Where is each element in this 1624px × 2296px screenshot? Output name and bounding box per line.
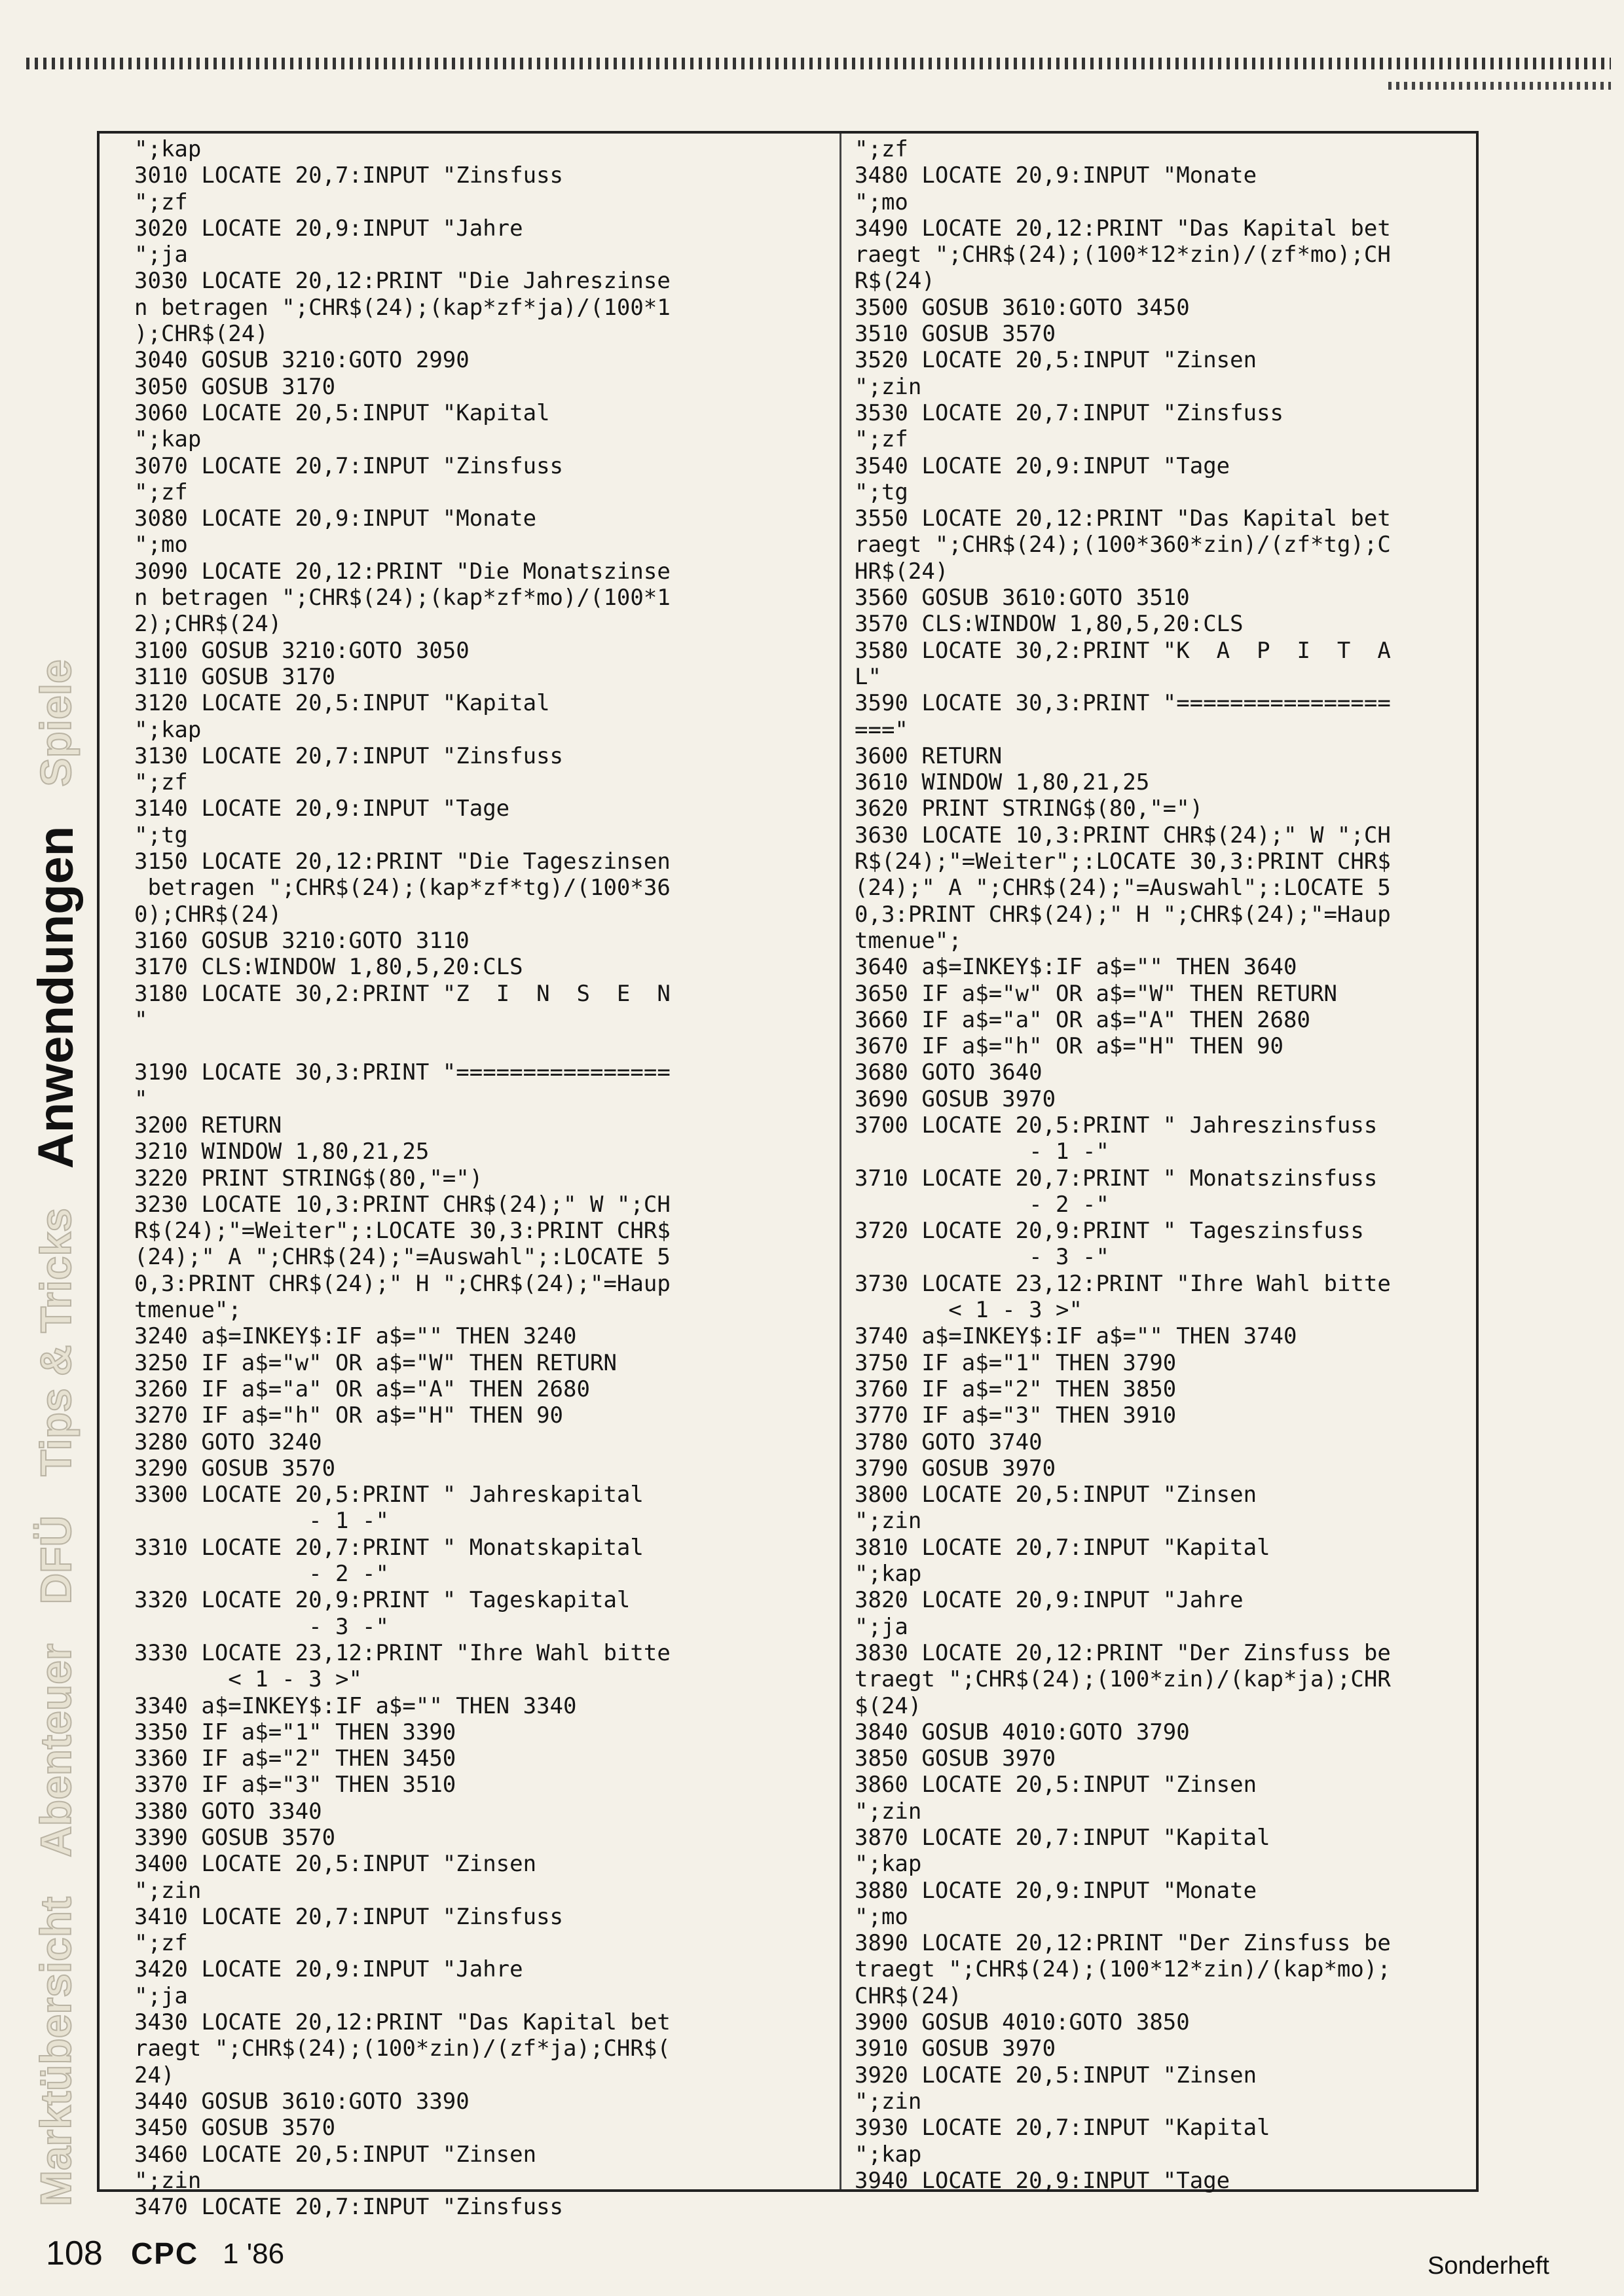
- code-line: ";ja: [134, 242, 188, 268]
- code-line: raegt ";CHR$(24);(100*zin)/(zf*ja);CHR$(: [134, 2035, 671, 2062]
- code-line: - 1 -": [134, 1508, 389, 1535]
- code-line: 3260 IF a$="a" OR a$="A" THEN 2680: [134, 1376, 590, 1402]
- code-line: ";mo: [855, 1903, 908, 1930]
- code-line: 3630 LOCATE 10,3:PRINT CHR$(24);" W ";CH: [855, 822, 1391, 848]
- code-line: 3200 RETURN: [134, 1112, 282, 1139]
- code-line: 3470 LOCATE 20,7:INPUT "Zinsfuss: [134, 2194, 564, 2221]
- code-line: - 1 -": [855, 1139, 1109, 1165]
- code-line: 3150 LOCATE 20,12:PRINT "Die Tageszinsen: [134, 848, 671, 875]
- code-line: ";zf: [855, 136, 908, 162]
- sidebar-section-label: Spiele: [31, 659, 80, 787]
- code-line: 3540 LOCATE 20,9:INPUT "Tage: [855, 452, 1230, 479]
- code-line: < 1 - 3 >": [855, 1297, 1082, 1324]
- code-line: 3840 GOSUB 4010:GOTO 3790: [855, 1719, 1190, 1745]
- code-line: 3660 IF a$="a" OR a$="A" THEN 2680: [855, 1006, 1310, 1033]
- code-line: 3500 GOSUB 3610:GOTO 3450: [855, 294, 1190, 321]
- code-line: 3060 LOCATE 20,5:INPUT "Kapital: [134, 399, 550, 426]
- sidebar-section-label: DFÜ: [31, 1515, 80, 1605]
- code-line: ";kap: [134, 136, 202, 162]
- code-line: ";zin: [855, 2088, 922, 2115]
- code-line: ";zin: [855, 373, 922, 400]
- code-line: 3120 LOCATE 20,5:INPUT "Kapital: [134, 690, 550, 717]
- code-line: );CHR$(24): [134, 321, 268, 348]
- code-line: 3740 a$=INKEY$:IF a$="" THEN 3740: [855, 1323, 1297, 1350]
- code-line: - 3 -": [855, 1244, 1109, 1271]
- code-line: 3790 GOSUB 3970: [855, 1455, 1056, 1482]
- code-line: 3330 LOCATE 23,12:PRINT "Ihre Wahl bitte: [134, 1639, 671, 1666]
- code-line: ";kap: [855, 2141, 922, 2168]
- code-line: 3810 LOCATE 20,7:INPUT "Kapital: [855, 1534, 1270, 1561]
- code-line: HR$(24): [855, 558, 949, 585]
- code-line: (24);" A ";CHR$(24);"=Auswahl";:LOCATE 5: [855, 875, 1391, 902]
- code-line: 3890 LOCATE 20,12:PRINT "Der Zinsfuss be: [855, 1930, 1391, 1957]
- sidebar-section-label: Tips & Tricks: [31, 1208, 80, 1476]
- code-line: 3210 WINDOW 1,80,21,25: [134, 1139, 430, 1165]
- code-line: 3090 LOCATE 20,12:PRINT "Die Monatszinse: [134, 558, 671, 585]
- code-line: 3010 LOCATE 20,7:INPUT "Zinsfuss: [134, 162, 564, 189]
- code-line: ";zf: [134, 1930, 188, 1957]
- magazine-name: CPC: [131, 2236, 199, 2270]
- code-line: 3380 GOTO 3340: [134, 1798, 322, 1825]
- code-line: tmenue";: [134, 1297, 242, 1324]
- code-line: 3580 LOCATE 30,2:PRINT "K A P I T A: [855, 637, 1391, 664]
- code-line: 3550 LOCATE 20,12:PRINT "Das Kapital bet: [855, 505, 1391, 532]
- top-dotted-rule-tail: [1388, 82, 1611, 90]
- code-line: R$(24);"=Weiter";:LOCATE 30,3:PRINT CHR$: [134, 1218, 671, 1245]
- code-line: 3130 LOCATE 20,7:INPUT "Zinsfuss: [134, 742, 564, 769]
- column-divider: [840, 134, 841, 2189]
- code-line: 3620 PRINT STRING$(80,"="): [855, 795, 1204, 822]
- code-line: traegt ";CHR$(24);(100*zin)/(kap*ja);CHR: [855, 1666, 1391, 1693]
- code-line: 2);CHR$(24): [134, 611, 282, 638]
- code-line: 3220 PRINT STRING$(80,"="): [134, 1165, 483, 1192]
- code-line: ";zf: [134, 769, 188, 796]
- code-line: raegt ";CHR$(24);(100*360*zin)/(zf*tg);C: [855, 532, 1391, 558]
- code-line: ";ja: [855, 1613, 908, 1640]
- code-line: 3700 LOCATE 20,5:PRINT " Jahreszinsfuss: [855, 1112, 1378, 1139]
- code-line: 3320 LOCATE 20,9:PRINT " Tageskapital: [134, 1587, 631, 1614]
- code-line: 3610 WINDOW 1,80,21,25: [855, 769, 1150, 796]
- code-line: 3170 CLS:WINDOW 1,80,5,20:CLS: [134, 954, 523, 981]
- code-line: 3730 LOCATE 23,12:PRINT "Ihre Wahl bitte: [855, 1270, 1391, 1297]
- code-line: 3750 IF a$="1" THEN 3790: [855, 1349, 1177, 1376]
- listing-column-right: [855, 136, 1549, 2194]
- code-line: CHR$(24): [855, 1982, 962, 2009]
- code-line: 3180 LOCATE 30,2:PRINT "Z I N S E N: [134, 980, 671, 1007]
- code-line: 3570 CLS:WINDOW 1,80,5,20:CLS: [855, 611, 1244, 638]
- code-line: 3300 LOCATE 20,5:PRINT " Jahreskapital: [134, 1482, 644, 1508]
- code-line: 3080 LOCATE 20,9:INPUT "Monate: [134, 505, 537, 532]
- code-line: ";zin: [855, 1508, 922, 1535]
- code-line: ===": [855, 716, 908, 743]
- code-line: 3190 LOCATE 30,3:PRINT "================: [134, 1059, 671, 1086]
- code-line: R$(24);"=Weiter";:LOCATE 30,3:PRINT CHR$: [855, 848, 1391, 875]
- code-line: 3350 IF a$="1" THEN 3390: [134, 1719, 456, 1745]
- code-line: 3230 LOCATE 10,3:PRINT CHR$(24);" W ";CH: [134, 1191, 671, 1218]
- code-line: 3850 GOSUB 3970: [855, 1745, 1056, 1772]
- code-line: 3240 a$=INKEY$:IF a$="" THEN 3240: [134, 1323, 577, 1350]
- sidebar-section-label: Anwendungen: [28, 826, 84, 1169]
- code-line: (24);" A ";CHR$(24);"=Auswahl";:LOCATE 5: [134, 1244, 671, 1271]
- code-line: 3910 GOSUB 3970: [855, 2035, 1056, 2062]
- code-line: ";kap: [134, 426, 202, 453]
- code-line: n betragen ";CHR$(24);(kap*zf*ja)/(100*1: [134, 294, 671, 321]
- code-line: 3460 LOCATE 20,5:INPUT "Zinsen: [134, 2141, 537, 2168]
- code-line: - 2 -": [855, 1191, 1109, 1218]
- code-line: < 1 - 3 >": [134, 1666, 362, 1693]
- sidebar-section-label: Marktübersicht: [31, 1896, 80, 2206]
- code-line: tmenue";: [855, 927, 962, 954]
- code-line: L": [855, 663, 881, 690]
- sidebar-section-label: Abenteuer: [31, 1643, 80, 1857]
- code-line: 3900 GOSUB 4010:GOTO 3850: [855, 2009, 1190, 2036]
- code-line: 3920 LOCATE 20,5:INPUT "Zinsen: [855, 2062, 1257, 2088]
- code-line: ";kap: [855, 1561, 922, 1588]
- code-line: 3160 GOSUB 3210:GOTO 3110: [134, 927, 470, 954]
- code-line: $(24): [855, 1692, 922, 1719]
- code-line: 3450 GOSUB 3570: [134, 2115, 336, 2141]
- code-line: 3250 IF a$="w" OR a$="W" THEN RETURN: [134, 1349, 617, 1376]
- code-line: 3370 IF a$="3" THEN 3510: [134, 1772, 456, 1798]
- code-line: 24): [134, 2062, 175, 2088]
- code-line: - 2 -": [134, 1561, 389, 1588]
- issue-label: Sonderheft: [1428, 2252, 1549, 2280]
- code-line: 3280 GOTO 3240: [134, 1429, 322, 1455]
- code-line: 3440 GOSUB 3610:GOTO 3390: [134, 2088, 470, 2115]
- code-line: 3560 GOSUB 3610:GOTO 3510: [855, 585, 1190, 611]
- code-line: 3880 LOCATE 20,9:INPUT "Monate: [855, 1877, 1257, 1904]
- code-line: 3710 LOCATE 20,7:PRINT " Monatszinsfuss: [855, 1165, 1378, 1192]
- code-line: 3310 LOCATE 20,7:PRINT " Monatskapital: [134, 1534, 644, 1561]
- code-line: ";zin: [855, 1798, 922, 1825]
- code-line: 3690 GOSUB 3970: [855, 1085, 1056, 1112]
- code-line: 3780 GOTO 3740: [855, 1429, 1043, 1455]
- code-line: 3800 LOCATE 20,5:INPUT "Zinsen: [855, 1482, 1257, 1508]
- code-line: 3140 LOCATE 20,9:INPUT "Tage: [134, 795, 510, 822]
- code-line: R$(24): [855, 268, 935, 295]
- code-line: betragen ";CHR$(24);(kap*zf*tg)/(100*36: [134, 875, 671, 902]
- code-line: 3520 LOCATE 20,5:INPUT "Zinsen: [855, 347, 1257, 374]
- code-line: 3070 LOCATE 20,7:INPUT "Zinsfuss: [134, 452, 564, 479]
- code-line: 3860 LOCATE 20,5:INPUT "Zinsen: [855, 1772, 1257, 1798]
- section-sidebar-labels: [26, 124, 85, 2206]
- code-line: raegt ";CHR$(24);(100*12*zin)/(zf*mo);CH: [855, 242, 1391, 268]
- code-line: ";mo: [134, 532, 188, 558]
- code-line: 3680 GOTO 3640: [855, 1059, 1043, 1086]
- code-line: ";zin: [134, 1877, 202, 1904]
- code-line: 0,3:PRINT CHR$(24);" H ";CHR$(24);"=Haup: [855, 901, 1391, 928]
- section-sidebar: [26, 124, 85, 2206]
- code-line: 0);CHR$(24): [134, 901, 282, 928]
- code-line: 3480 LOCATE 20,9:INPUT "Monate: [855, 162, 1257, 189]
- code-line: 3270 IF a$="h" OR a$="H" THEN 90: [134, 1402, 564, 1429]
- code-line: 3830 LOCATE 20,12:PRINT "Der Zinsfuss be: [855, 1639, 1391, 1666]
- top-dotted-rule: [26, 58, 1611, 69]
- code-line: 3100 GOSUB 3210:GOTO 3050: [134, 637, 470, 664]
- code-line: 3940 LOCATE 20,9:INPUT "Tage: [855, 2167, 1230, 2194]
- code-line: ": [134, 1085, 148, 1112]
- code-line: 3530 LOCATE 20,7:INPUT "Zinsfuss: [855, 399, 1284, 426]
- code-line: ";tg: [855, 479, 908, 505]
- code-line: 3410 LOCATE 20,7:INPUT "Zinsfuss: [134, 1903, 564, 1930]
- code-line: 3360 IF a$="2" THEN 3450: [134, 1745, 456, 1772]
- code-line: 3670 IF a$="h" OR a$="H" THEN 90: [855, 1033, 1284, 1060]
- code-line: [134, 1033, 828, 1059]
- code-line: 3650 IF a$="w" OR a$="W" THEN RETURN: [855, 980, 1337, 1007]
- code-line: 3870 LOCATE 20,7:INPUT "Kapital: [855, 1825, 1270, 1851]
- code-line: ";mo: [855, 189, 908, 215]
- code-line: ";kap: [855, 1851, 922, 1878]
- code-line: 3340 a$=INKEY$:IF a$="" THEN 3340: [134, 1692, 577, 1719]
- code-line: traegt ";CHR$(24);(100*12*zin)/(kap*mo);: [855, 1956, 1391, 1983]
- code-line: 3510 GOSUB 3570: [855, 321, 1056, 348]
- code-line: 3640 a$=INKEY$:IF a$="" THEN 3640: [855, 954, 1297, 981]
- code-line: 3720 LOCATE 20,9:PRINT " Tageszinsfuss: [855, 1218, 1364, 1245]
- code-line: 3040 GOSUB 3210:GOTO 2990: [134, 347, 470, 374]
- code-line: ";zf: [134, 189, 188, 215]
- code-line: ";kap: [134, 716, 202, 743]
- code-line: 3930 LOCATE 20,7:INPUT "Kapital: [855, 2115, 1270, 2141]
- code-line: 3030 LOCATE 20,12:PRINT "Die Jahreszinse: [134, 268, 671, 295]
- code-line: 3110 GOSUB 3170: [134, 663, 336, 690]
- code-line: 3400 LOCATE 20,5:INPUT "Zinsen: [134, 1851, 537, 1878]
- code-line: 3390 GOSUB 3570: [134, 1825, 336, 1851]
- code-line: 3590 LOCATE 30,3:PRINT "================: [855, 690, 1391, 717]
- code-line: ": [134, 1006, 148, 1033]
- code-line: 3770 IF a$="3" THEN 3910: [855, 1402, 1177, 1429]
- code-line: 3430 LOCATE 20,12:PRINT "Das Kapital bet: [134, 2009, 671, 2036]
- code-line: 3760 IF a$="2" THEN 3850: [855, 1376, 1177, 1402]
- code-line: 0,3:PRINT CHR$(24);" H ";CHR$(24);"=Haup: [134, 1270, 671, 1297]
- code-line: 3820 LOCATE 20,9:INPUT "Jahre: [855, 1587, 1244, 1614]
- code-line: ";ja: [134, 1982, 188, 2009]
- code-line: n betragen ";CHR$(24);(kap*zf*mo)/(100*1: [134, 585, 671, 611]
- code-line: 3290 GOSUB 3570: [134, 1455, 336, 1482]
- code-line: ";zf: [134, 479, 188, 505]
- code-line: 3020 LOCATE 20,9:INPUT "Jahre: [134, 215, 523, 242]
- code-line: ";zin: [134, 2167, 202, 2194]
- issue-number: 1 '86: [223, 2238, 285, 2270]
- code-line: ";tg: [134, 822, 188, 848]
- listing-column-left: [134, 136, 828, 2220]
- code-line: - 3 -": [134, 1613, 389, 1640]
- code-line: 3050 GOSUB 3170: [134, 373, 336, 400]
- code-line: 3600 RETURN: [855, 742, 1003, 769]
- code-line: ";zf: [855, 426, 908, 453]
- code-line: 3490 LOCATE 20,12:PRINT "Das Kapital bet: [855, 215, 1391, 242]
- code-line: 3420 LOCATE 20,9:INPUT "Jahre: [134, 1956, 523, 1983]
- page-number: 108: [46, 2234, 103, 2272]
